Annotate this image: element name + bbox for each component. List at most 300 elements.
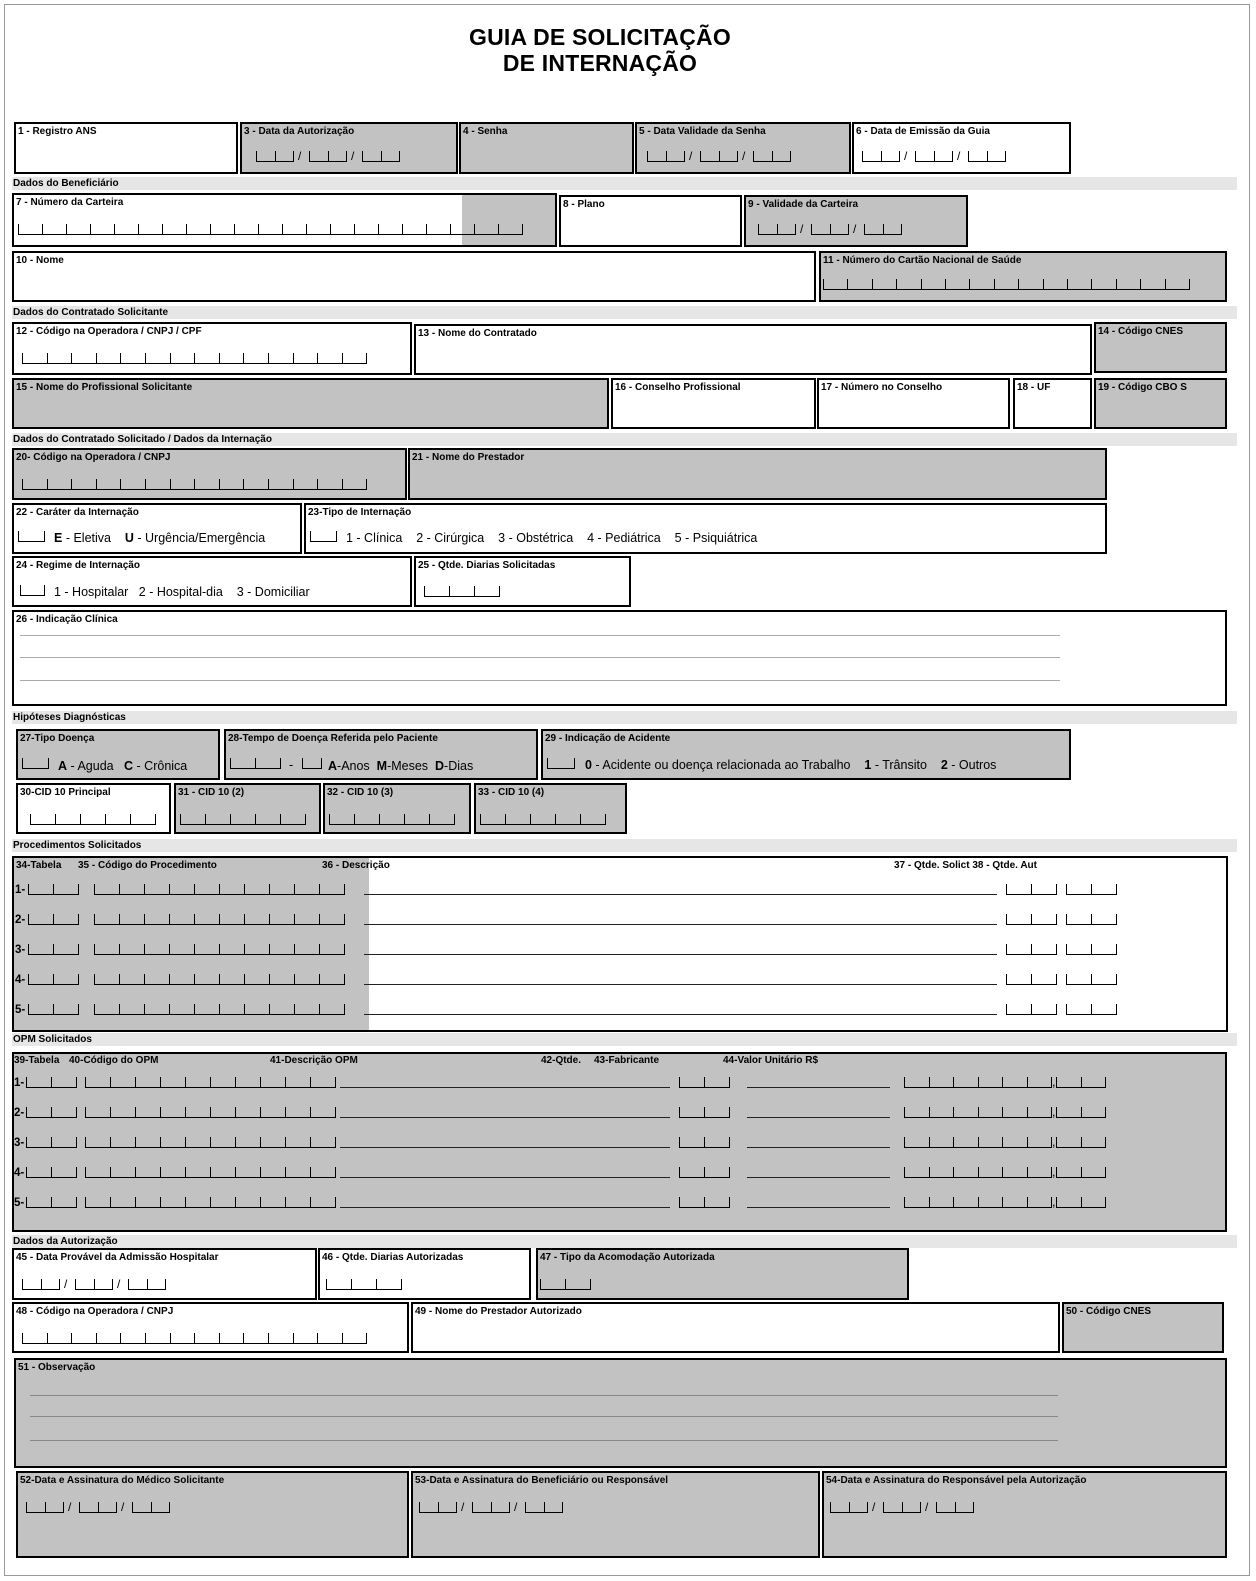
writing-line bbox=[30, 1395, 1058, 1396]
char-boxes[interactable] bbox=[419, 1501, 456, 1513]
char-boxes[interactable] bbox=[904, 1106, 1051, 1118]
field-codigo-operadora-cnpj-autorizado[interactable] bbox=[12, 1302, 409, 1353]
field-label: 18 - UF bbox=[1017, 382, 1051, 393]
field-data-emissao-guia[interactable] bbox=[852, 122, 1071, 174]
char-boxes[interactable] bbox=[1066, 943, 1116, 955]
char-box-divider bbox=[66, 224, 67, 235]
char-boxes[interactable] bbox=[94, 943, 344, 955]
char-box-divider bbox=[1002, 1167, 1003, 1178]
char-boxes[interactable] bbox=[1066, 883, 1116, 895]
char-boxes[interactable] bbox=[28, 883, 78, 895]
writing-line bbox=[20, 635, 1060, 636]
char-box-divider bbox=[1031, 884, 1032, 895]
char-boxes[interactable] bbox=[85, 1106, 335, 1118]
char-boxes[interactable] bbox=[309, 150, 346, 162]
char-box-divider bbox=[128, 1279, 129, 1290]
field-cid-principal[interactable] bbox=[16, 783, 171, 834]
char-box-divider bbox=[94, 1279, 95, 1290]
char-box-divider bbox=[80, 814, 81, 825]
char-box-divider bbox=[194, 479, 195, 490]
char-box-divider bbox=[319, 914, 320, 925]
char-boxes[interactable] bbox=[85, 1196, 335, 1208]
char-boxes[interactable] bbox=[647, 150, 684, 162]
char-box-divider bbox=[317, 479, 318, 490]
char-box-divider bbox=[53, 1004, 54, 1015]
field-codigo-cnes[interactable] bbox=[1094, 322, 1227, 373]
char-box-divider bbox=[185, 1107, 186, 1118]
char-boxes[interactable] bbox=[883, 1501, 920, 1513]
option-text: -Meses bbox=[387, 759, 429, 773]
char-boxes[interactable] bbox=[132, 1501, 169, 1513]
char-boxes[interactable] bbox=[862, 150, 899, 162]
field-indicacao-acidente[interactable] bbox=[541, 729, 1071, 780]
fabricante-line[interactable] bbox=[747, 1147, 890, 1148]
descricao-line[interactable] bbox=[364, 924, 997, 925]
char-box-divider bbox=[480, 814, 481, 825]
char-box-divider bbox=[76, 1137, 77, 1148]
writing-line bbox=[30, 1416, 1058, 1417]
field-assinatura-beneficiario[interactable] bbox=[411, 1471, 820, 1558]
date-separator: / bbox=[925, 1500, 929, 1514]
char-box-divider bbox=[505, 814, 506, 825]
char-box-divider bbox=[830, 1502, 831, 1513]
descricao-line[interactable] bbox=[364, 984, 997, 985]
char-box-divider bbox=[26, 1077, 27, 1088]
option-code: D bbox=[435, 759, 445, 773]
char-box-divider bbox=[790, 151, 791, 162]
char-boxes[interactable] bbox=[26, 1106, 76, 1118]
char-boxes[interactable] bbox=[22, 1278, 59, 1290]
field-cid-3[interactable] bbox=[323, 783, 471, 834]
char-boxes[interactable] bbox=[18, 223, 522, 235]
field-data-autorizacao[interactable] bbox=[240, 122, 458, 174]
char-box-divider bbox=[53, 974, 54, 985]
char-boxes[interactable] bbox=[362, 150, 399, 162]
char-box-divider bbox=[700, 151, 701, 162]
option-text: - Eletiva bbox=[62, 531, 111, 545]
char-boxes[interactable] bbox=[230, 757, 280, 769]
char-boxes[interactable] bbox=[94, 1003, 344, 1015]
field-nome-profissional-solicitante[interactable] bbox=[12, 378, 609, 429]
char-box-divider bbox=[26, 1167, 27, 1178]
field-qtde-diarias-solicitadas[interactable] bbox=[414, 556, 631, 607]
char-box-divider bbox=[22, 1279, 23, 1290]
field-label: 49 - Nome do Prestador Autorizado bbox=[415, 1306, 582, 1317]
char-box-divider bbox=[729, 1137, 730, 1148]
section-procedimentos: Procedimentos Solicitados bbox=[12, 839, 1237, 852]
char-box-divider bbox=[704, 1077, 705, 1088]
char-boxes[interactable] bbox=[1006, 1003, 1056, 1015]
char-box-divider bbox=[194, 1333, 195, 1344]
char-boxes[interactable] bbox=[1056, 1106, 1105, 1118]
char-boxes[interactable] bbox=[28, 913, 78, 925]
char-box-divider bbox=[44, 585, 45, 596]
char-boxes[interactable] bbox=[904, 1166, 1051, 1178]
char-boxes[interactable] bbox=[679, 1136, 729, 1148]
descricao-line[interactable] bbox=[364, 954, 997, 955]
date-separator: / bbox=[68, 1500, 72, 1514]
field-tipo-acomodacao[interactable] bbox=[536, 1248, 909, 1300]
char-box-divider bbox=[135, 1137, 136, 1148]
field-numero-conselho[interactable] bbox=[817, 378, 1010, 429]
char-boxes[interactable] bbox=[326, 1278, 401, 1290]
char-box-divider bbox=[79, 1502, 80, 1513]
char-boxes[interactable] bbox=[904, 1136, 1051, 1148]
char-boxes[interactable] bbox=[1056, 1196, 1105, 1208]
char-box-divider bbox=[1056, 1107, 1057, 1118]
char-box-divider bbox=[1066, 1004, 1067, 1015]
field-cid-4[interactable] bbox=[474, 783, 627, 834]
field-assinatura-medico[interactable] bbox=[16, 1471, 409, 1558]
field-label: 23-Tipo de Internação bbox=[308, 507, 412, 518]
fabricante-line[interactable] bbox=[747, 1087, 890, 1088]
char-box-divider bbox=[210, 1167, 211, 1178]
char-boxes[interactable] bbox=[28, 943, 78, 955]
char-box-divider bbox=[472, 1502, 473, 1513]
field-assinatura-responsavel[interactable] bbox=[822, 1471, 1227, 1558]
char-box-divider bbox=[268, 479, 269, 490]
char-box-divider bbox=[145, 479, 146, 490]
char-boxes[interactable] bbox=[26, 1076, 76, 1088]
char-box-divider bbox=[376, 1279, 377, 1290]
char-boxes[interactable] bbox=[1066, 913, 1116, 925]
char-box-divider bbox=[498, 224, 499, 235]
option-text: - Aguda bbox=[67, 759, 114, 773]
char-boxes[interactable] bbox=[85, 1136, 335, 1148]
col-header-qtde: 37 - Qtde. Solict 38 - Qtde. Aut bbox=[894, 860, 1037, 871]
char-box-divider bbox=[1066, 944, 1067, 955]
char-box-divider bbox=[904, 1077, 905, 1088]
char-boxes[interactable] bbox=[480, 813, 605, 825]
char-box-divider bbox=[1105, 1197, 1106, 1208]
char-box-divider bbox=[830, 224, 831, 235]
char-box-divider bbox=[194, 974, 195, 985]
char-boxes[interactable] bbox=[1006, 913, 1056, 925]
char-box-divider bbox=[85, 1107, 86, 1118]
char-boxes[interactable] bbox=[26, 1196, 76, 1208]
char-box-divider bbox=[449, 586, 450, 597]
char-box-divider bbox=[450, 224, 451, 235]
char-box-divider bbox=[310, 1107, 311, 1118]
tempo-options bbox=[328, 759, 473, 773]
field-data-provavel-admissao[interactable] bbox=[12, 1248, 317, 1300]
fabricante-line[interactable] bbox=[747, 1207, 890, 1208]
char-boxes[interactable] bbox=[904, 1196, 1051, 1208]
field-label: 26 - Indicação Clínica bbox=[16, 614, 118, 625]
field-tipo-internacao[interactable] bbox=[304, 503, 1107, 554]
field-uf[interactable] bbox=[1013, 378, 1092, 429]
field-nome[interactable] bbox=[12, 251, 816, 302]
char-box-divider bbox=[1002, 1197, 1003, 1208]
char-boxes[interactable] bbox=[830, 1501, 867, 1513]
char-box-divider bbox=[53, 884, 54, 895]
char-boxes[interactable] bbox=[256, 150, 293, 162]
field-label: 13 - Nome do Contratado bbox=[418, 328, 537, 339]
char-boxes[interactable] bbox=[811, 223, 848, 235]
field-tipo-doenca[interactable] bbox=[16, 729, 220, 780]
form-title-line2: DE INTERNAÇÃO bbox=[502, 50, 698, 76]
char-boxes[interactable] bbox=[18, 530, 44, 542]
char-boxes[interactable] bbox=[85, 1076, 335, 1088]
char-boxes[interactable] bbox=[700, 150, 737, 162]
char-boxes[interactable] bbox=[915, 150, 952, 162]
field-senha[interactable] bbox=[459, 122, 634, 174]
char-boxes[interactable] bbox=[1056, 1166, 1105, 1178]
field-registro-ans[interactable] bbox=[14, 122, 238, 174]
option-code: M bbox=[376, 759, 388, 773]
char-box-divider bbox=[936, 1502, 937, 1513]
field-codigo-cbo[interactable] bbox=[1094, 378, 1227, 429]
char-box-divider bbox=[968, 151, 969, 162]
char-box-divider bbox=[679, 1077, 680, 1088]
field-label: 51 - Observação bbox=[18, 1362, 96, 1373]
char-box-divider bbox=[753, 151, 754, 162]
char-box-divider bbox=[366, 479, 367, 490]
field-label: 12 - Código na Operadora / CNPJ / CPF bbox=[16, 326, 202, 337]
char-boxes[interactable] bbox=[28, 1003, 78, 1015]
char-boxes[interactable] bbox=[679, 1106, 729, 1118]
char-box-divider bbox=[20, 585, 21, 596]
char-boxes[interactable] bbox=[302, 757, 321, 769]
form-title-line1: GUIA DE SOLICITAÇÃO bbox=[469, 24, 731, 50]
row-number: 3- bbox=[14, 1137, 25, 1149]
char-box-divider bbox=[269, 1004, 270, 1015]
char-boxes[interactable] bbox=[180, 813, 305, 825]
field-cid-2[interactable] bbox=[174, 783, 321, 834]
date-separator: / bbox=[117, 1277, 121, 1291]
char-box-divider bbox=[330, 224, 331, 235]
option-text: -Anos bbox=[337, 759, 370, 773]
fabricante-line[interactable] bbox=[747, 1117, 890, 1118]
char-boxes[interactable] bbox=[22, 757, 48, 769]
char-box-divider bbox=[899, 151, 900, 162]
field-label: 30-CID 10 Principal bbox=[20, 787, 111, 798]
char-box-divider bbox=[1105, 1137, 1106, 1148]
char-boxes[interactable] bbox=[1056, 1136, 1105, 1148]
char-boxes[interactable] bbox=[968, 150, 1005, 162]
char-boxes[interactable] bbox=[26, 1166, 76, 1178]
char-box-divider bbox=[849, 1502, 850, 1513]
char-boxes[interactable] bbox=[525, 1501, 562, 1513]
field-indicacao-clinica[interactable] bbox=[12, 610, 1227, 706]
char-boxes[interactable] bbox=[540, 1278, 590, 1290]
char-boxes[interactable] bbox=[1006, 973, 1056, 985]
field-cartao-nacional-saude[interactable] bbox=[819, 251, 1227, 302]
char-boxes[interactable] bbox=[26, 1136, 76, 1148]
char-box-divider bbox=[186, 224, 187, 235]
char-box-divider bbox=[160, 1197, 161, 1208]
char-box-divider bbox=[1043, 279, 1044, 290]
char-box-divider bbox=[235, 1167, 236, 1178]
char-boxes[interactable] bbox=[94, 883, 344, 895]
char-boxes[interactable] bbox=[22, 352, 366, 364]
field-codigo-cnes-autorizado[interactable] bbox=[1062, 1302, 1224, 1353]
descricao-line[interactable] bbox=[340, 1087, 670, 1088]
char-boxes[interactable] bbox=[904, 1076, 1051, 1088]
char-boxes[interactable] bbox=[22, 1332, 366, 1344]
date-separator: / bbox=[351, 149, 355, 163]
char-boxes[interactable] bbox=[75, 1278, 112, 1290]
char-box-divider bbox=[1066, 914, 1067, 925]
char-boxes[interactable] bbox=[679, 1196, 729, 1208]
field-codigo-operadora-cnpj-cpf[interactable] bbox=[12, 322, 412, 375]
char-box-divider bbox=[1116, 884, 1117, 895]
char-box-divider bbox=[53, 914, 54, 925]
char-boxes[interactable] bbox=[94, 913, 344, 925]
char-box-divider bbox=[310, 1077, 311, 1088]
char-box-divider bbox=[119, 1004, 120, 1015]
char-boxes[interactable] bbox=[864, 223, 901, 235]
char-boxes[interactable] bbox=[547, 757, 574, 769]
char-box-divider bbox=[144, 914, 145, 925]
section-contratado-solicitante: Dados do Contratado Solicitante bbox=[12, 306, 1237, 319]
char-box-divider bbox=[1116, 279, 1117, 290]
field-conselho-profissional[interactable] bbox=[611, 378, 816, 429]
field-carater-internacao[interactable] bbox=[12, 503, 302, 554]
char-box-divider bbox=[185, 1167, 186, 1178]
char-box-divider bbox=[22, 758, 23, 769]
char-box-divider bbox=[78, 974, 79, 985]
descricao-line[interactable] bbox=[364, 1014, 997, 1015]
char-box-divider bbox=[210, 1077, 211, 1088]
char-boxes[interactable] bbox=[28, 973, 78, 985]
char-boxes[interactable] bbox=[128, 1278, 165, 1290]
field-nome-prestador[interactable] bbox=[408, 448, 1107, 500]
char-boxes[interactable] bbox=[1066, 973, 1116, 985]
char-boxes[interactable] bbox=[1056, 1076, 1105, 1088]
char-boxes[interactable] bbox=[20, 584, 44, 596]
field-label: 7 - Número da Carteira bbox=[16, 197, 124, 208]
row-number: 4- bbox=[15, 974, 26, 986]
char-box-divider bbox=[144, 884, 145, 895]
char-box-divider bbox=[78, 1004, 79, 1015]
char-box-divider bbox=[234, 224, 235, 235]
char-boxes[interactable] bbox=[310, 530, 336, 542]
field-codigo-operadora-cnpj[interactable] bbox=[12, 448, 407, 500]
field-plano[interactable] bbox=[559, 195, 742, 247]
fabricante-line[interactable] bbox=[747, 1177, 890, 1178]
char-box-divider bbox=[219, 1004, 220, 1015]
char-boxes[interactable] bbox=[329, 813, 454, 825]
char-box-divider bbox=[170, 353, 171, 364]
char-box-divider bbox=[1056, 944, 1057, 955]
char-box-divider bbox=[280, 814, 281, 825]
procedimentos-table[interactable] bbox=[12, 856, 1228, 1032]
char-box-divider bbox=[419, 1502, 420, 1513]
field-regime-internacao[interactable] bbox=[12, 556, 412, 607]
char-box-divider bbox=[1066, 884, 1067, 895]
field-tempo-doenca[interactable] bbox=[224, 729, 538, 780]
row-number: 5- bbox=[15, 1004, 26, 1016]
char-boxes[interactable] bbox=[823, 278, 1189, 290]
char-box-divider bbox=[1081, 1167, 1082, 1178]
option-code: C bbox=[124, 759, 134, 773]
char-boxes[interactable] bbox=[79, 1501, 116, 1513]
char-box-divider bbox=[160, 1167, 161, 1178]
char-box-divider bbox=[978, 1167, 979, 1178]
descricao-line[interactable] bbox=[364, 894, 997, 895]
field-qtde-diarias-autorizadas[interactable] bbox=[318, 1248, 531, 1300]
char-box-divider bbox=[293, 151, 294, 162]
char-box-divider bbox=[144, 974, 145, 985]
char-box-divider bbox=[85, 1197, 86, 1208]
field-numero-carteira[interactable] bbox=[12, 193, 557, 247]
char-box-divider bbox=[362, 151, 363, 162]
field-validade-carteira[interactable] bbox=[744, 195, 968, 247]
field-label: 3 - Data da Autorização bbox=[244, 126, 355, 137]
tipo-doenca-options bbox=[58, 759, 187, 773]
char-box-divider bbox=[342, 353, 343, 364]
char-boxes[interactable] bbox=[936, 1501, 973, 1513]
char-box-divider bbox=[772, 151, 773, 162]
char-boxes[interactable] bbox=[85, 1166, 335, 1178]
char-boxes[interactable] bbox=[1066, 1003, 1116, 1015]
field-label: 54-Data e Assinatura do Responsável pela Autorização bbox=[826, 1475, 1087, 1486]
char-box-divider bbox=[317, 353, 318, 364]
char-box-divider bbox=[310, 1167, 311, 1178]
opm-table[interactable] bbox=[12, 1052, 1227, 1232]
char-boxes[interactable] bbox=[30, 813, 155, 825]
char-box-divider bbox=[1031, 914, 1032, 925]
char-box-divider bbox=[244, 884, 245, 895]
col-header-qtde: 42-Qtde. bbox=[541, 1055, 582, 1066]
char-boxes[interactable] bbox=[679, 1166, 729, 1178]
descricao-line[interactable] bbox=[340, 1207, 670, 1208]
char-box-divider bbox=[1006, 884, 1007, 895]
field-observacao[interactable] bbox=[14, 1358, 1227, 1468]
char-box-divider bbox=[1056, 974, 1057, 985]
char-box-divider bbox=[294, 914, 295, 925]
char-boxes[interactable] bbox=[758, 223, 795, 235]
option-code: U bbox=[124, 531, 134, 545]
char-box-divider bbox=[426, 224, 427, 235]
char-boxes[interactable] bbox=[753, 150, 790, 162]
char-boxes[interactable] bbox=[424, 585, 499, 597]
char-boxes[interactable] bbox=[1006, 943, 1056, 955]
char-boxes[interactable] bbox=[26, 1501, 63, 1513]
field-label: 14 - Código CNES bbox=[1098, 326, 1184, 337]
char-box-divider bbox=[219, 914, 220, 925]
descricao-line[interactable] bbox=[340, 1177, 670, 1178]
char-box-divider bbox=[605, 814, 606, 825]
char-box-divider bbox=[795, 224, 796, 235]
char-box-divider bbox=[169, 884, 170, 895]
char-box-divider bbox=[1006, 974, 1007, 985]
char-boxes[interactable] bbox=[1006, 883, 1056, 895]
char-box-divider bbox=[110, 1107, 111, 1118]
field-data-validade-senha[interactable] bbox=[635, 122, 851, 174]
char-boxes[interactable] bbox=[94, 973, 344, 985]
row-number: 2- bbox=[14, 1107, 25, 1119]
option-code: E bbox=[54, 531, 63, 545]
descricao-line[interactable] bbox=[340, 1117, 670, 1118]
char-box-divider bbox=[336, 531, 337, 542]
char-boxes[interactable] bbox=[22, 478, 366, 490]
char-box-divider bbox=[704, 1197, 705, 1208]
char-boxes[interactable] bbox=[472, 1501, 509, 1513]
descricao-line[interactable] bbox=[340, 1147, 670, 1148]
decimal-separator: , bbox=[1052, 1195, 1056, 1209]
char-box-divider bbox=[1056, 1077, 1057, 1088]
char-box-divider bbox=[729, 1197, 730, 1208]
field-nome-prestador-autorizado[interactable] bbox=[411, 1302, 1060, 1353]
char-box-divider bbox=[945, 279, 946, 290]
char-box-divider bbox=[243, 353, 244, 364]
char-box-divider bbox=[335, 1137, 336, 1148]
char-boxes[interactable] bbox=[679, 1076, 729, 1088]
row-number: 4- bbox=[14, 1167, 25, 1179]
field-nome-contratado[interactable] bbox=[414, 324, 1092, 375]
